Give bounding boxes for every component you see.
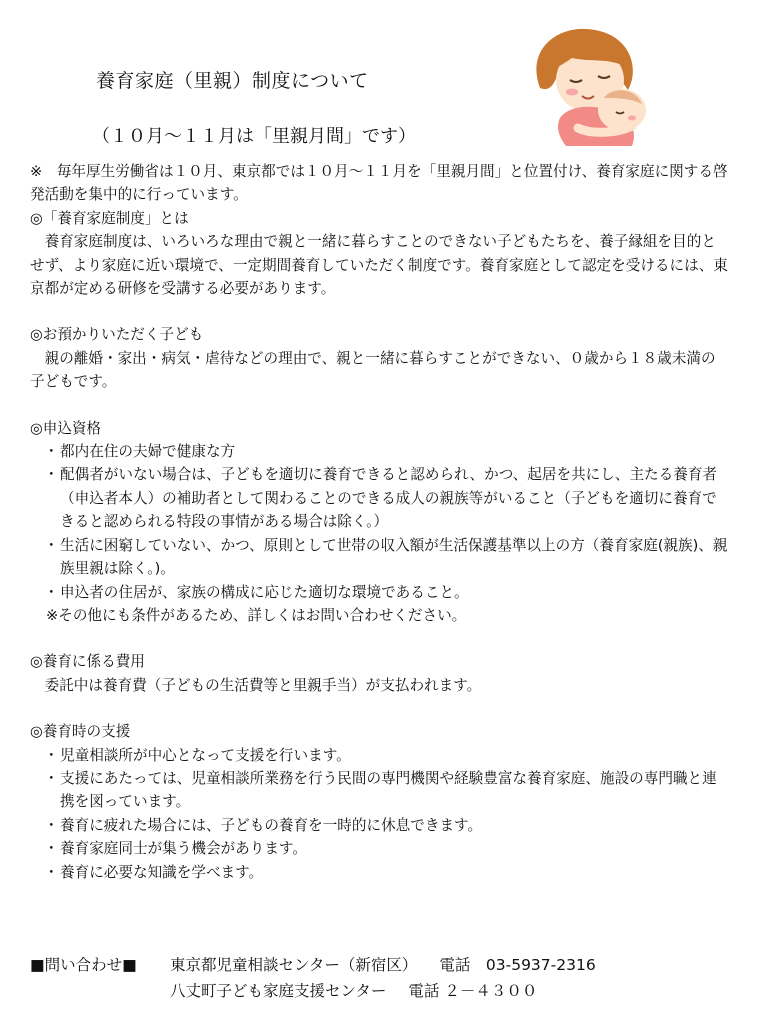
list-item: ・ 養育に疲れた場合には、子どもの養育を一時的に休息できます。 — [46, 814, 730, 837]
list-item: ・ 児童相談所が中心となって支援を行います。 — [46, 744, 730, 767]
section-heading-children: ◎お預かりいただく子ども — [30, 326, 204, 344]
list-item: ・ 養育に必要な知識を学べます。 — [46, 861, 730, 884]
section-heading-eligibility: ◎申込資格 — [30, 419, 102, 437]
contact-label: ■問い合わせ■ — [30, 956, 137, 974]
section-heading-support: ◎養育時の支援 — [30, 723, 131, 741]
mother-and-baby-illustration — [520, 18, 670, 148]
list-item: ・ 養育家庭同士が集う機会があります。 — [46, 837, 730, 860]
contact-tel-2: 電話 ２－４３００ — [408, 982, 538, 1000]
eligibility-list — [30, 440, 730, 604]
contact-tel-1: 電話 03-5937-2316 — [439, 956, 596, 974]
eligibility-note: ※その他にも条件があるため、詳しくはお問い合わせください。 — [46, 606, 467, 624]
contact-info — [30, 952, 596, 1004]
list-item: ・ 配偶者がいない場合は、子どもを適切に養育できると認められ、かつ、起居を共にし、主たる養育者（申込者本人）の補助者として関わることのできる成人の親族等がいること（子どもを適切に養育できると認められる特段の事情がある場合は除く。） — [46, 463, 730, 533]
section-body-children: 親の離婚・家出・病気・虐待などの理由で、親と一緒に暮らすことができない、０歳から１８歳未満の子どもです。 — [30, 349, 716, 391]
contact-org-2: 八丈町子ども家庭支援センター — [170, 982, 387, 1000]
page-subtitle: （１０月～１１月は「里親月間」です） — [92, 126, 416, 147]
document-body — [30, 160, 730, 884]
support-list — [30, 744, 730, 884]
intro-note: ※ 毎年厚生労働省は１０月、東京都では１０月～１１月を「里親月間」と位置付け、養育家庭に関する啓発活動を集中的に行っています。 — [30, 163, 728, 204]
page-title: 養育家庭（里親）制度について — [96, 70, 369, 92]
list-item: ・ 都内在住の夫婦で健康な方 — [46, 440, 730, 463]
section-body-system: 養育家庭制度は、いろいろな理由で親と一緒に暮らすことのできない子どもたちを、養子縁組を目的とせず、より家庭に近い環境で、一定期間養育していただく制度です。養育家庭として認定を受けるには、東京都が定める研修を受講する必要があります。 — [30, 233, 728, 298]
section-heading-system: ◎「養育家庭制度」とは — [30, 209, 189, 227]
list-item: ・ 申込者の住居が、家族の構成に応じた適切な環境であること。 — [46, 581, 730, 604]
section-heading-cost: ◎養育に係る費用 — [30, 653, 145, 671]
section-body-cost: 委託中は養育費（子どもの生活費等と里親手当）が支払われます。 — [44, 676, 482, 694]
list-item: ・ 生活に困窮していない、かつ、原則として世帯の収入額が生活保護基準以上の方（養育家庭(親族)、親族里親は除く。)。 — [46, 534, 730, 581]
contact-org-1: 東京都児童相談センター（新宿区） — [170, 956, 418, 974]
list-item: ・ 支援にあたっては、児童相談所業務を行う民間の専門機関や経験豊富な養育家庭、施設の専門職と連携を図っています。 — [46, 767, 730, 814]
